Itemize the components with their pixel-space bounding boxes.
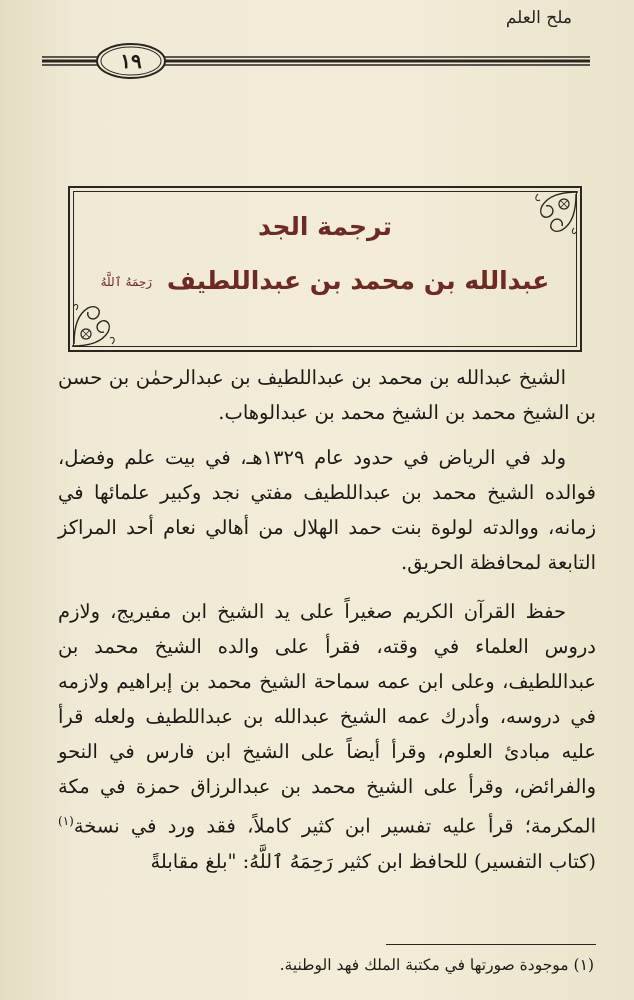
- corner-ornament-icon: [530, 188, 580, 238]
- honorific-phrase: رَحِمَهُ ٱللَّهُ: [100, 275, 153, 289]
- paragraph-birth: ولد في الرياض في حدود عام ١٣٢٩هـ، في بيت علم وفضل، فوالده الشيخ محمد بن عبداللطيف مفتي نجد وكبير علمائها في زمانه، ووالدته لولوة بنت حمد الهلال من أهالي نعام أحد المراكز التابعة لمحافظة الحريق.: [58, 446, 596, 574]
- footnote-reference[interactable]: (١): [58, 814, 74, 828]
- running-title: ملح العلم: [505, 8, 572, 28]
- chapter-title: ترجمة الجد: [258, 212, 392, 241]
- paragraph-education: [58, 594, 596, 879]
- body-text: [58, 360, 596, 893]
- subject-name: عبدالله بن محمد بن عبداللطيف: [166, 266, 550, 295]
- footnote-divider: [386, 944, 596, 945]
- paragraph-education-tail: (كتاب التفسير) للحافظ ابن كثير رَحِمَهُ ٱللَّهُ: "بلغ مقابلةً: [150, 849, 596, 873]
- chapter-subtitle: [70, 266, 580, 295]
- paragraph-education-text: حفظ القرآن الكريم صغيراً على يد الشيخ ابن مفيريج، ولازم دروس العلماء في وقته، فقرأ على والده الشيخ محمد بن عبداللطيف، وعلى ابن عمه سماحة الشيخ محمد بن إبراهيم ولازمه في دروسه، وأدرك عمه الشيخ عبدالله بن عبداللطيف ولعله قرأ عليه مبادئ العلوم، وقرأ أيضاً على الشيخ ابن فارس في النحو والفرائض، وقرأ على الشيخ محمد بن عبدالرزاق حمزة في مكة المكرمة؛ قرأ عليه تفسير ابن كثير كاملاً، فقد ورد في نسخة: [58, 600, 596, 838]
- corner-ornament-icon: [70, 300, 120, 350]
- chapter-title-frame: [68, 186, 582, 352]
- footnote: [280, 956, 594, 974]
- footnote-marker: (١): [573, 956, 594, 974]
- footnote-text: موجودة صورتها في مكتبة الملك فهد الوطنية.: [279, 956, 569, 974]
- page-number: ١٩: [120, 49, 142, 73]
- paragraph-lineage: الشيخ عبدالله بن محمد بن عبداللطيف بن عبدالرحمٰن بن حسن بن الشيخ محمد بن الشيخ محمد بن عبدالوهاب.: [58, 366, 596, 424]
